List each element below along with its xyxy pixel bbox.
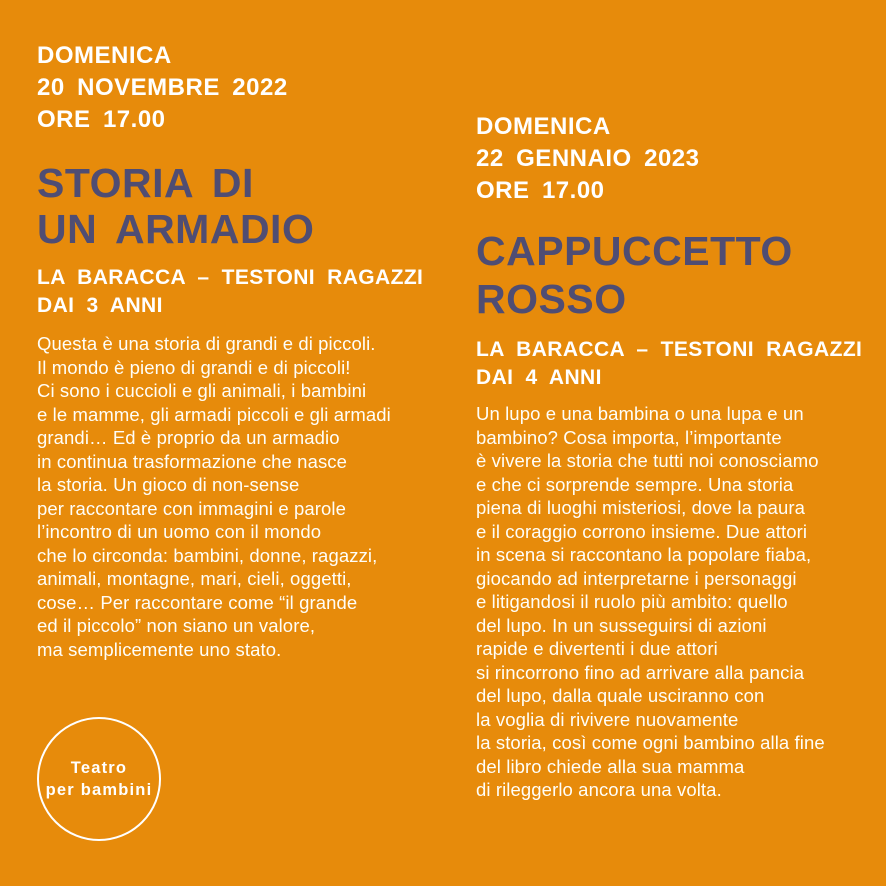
teatro-per-bambini-badge <box>37 717 161 841</box>
description-line: del lupo, dalla quale usciranno con <box>476 685 765 706</box>
left-event-subtitle <box>37 264 437 320</box>
right-event-time: ORE 17.00 <box>476 177 605 204</box>
description-line: Questa è una storia di grandi e di piccoli. <box>37 333 376 354</box>
left-event-title-line1: STORIA DI <box>37 160 254 206</box>
right-event-company: LA BARACCA – TESTONI RAGAZZI <box>476 338 863 361</box>
left-event-title <box>37 160 314 252</box>
description-line: e litigandosi il ruolo più ambito: quello <box>476 591 788 612</box>
description-line: ma semplicemente uno stato. <box>37 638 282 660</box>
right-event-title-line2: ROSSO <box>476 276 627 322</box>
left-event-date-line: 20 NOVEMBRE 2022 <box>37 74 288 101</box>
description-line: e il coraggio corrono insieme. Due attori <box>476 520 808 542</box>
description-line: Ci sono i cuccioli e gli animali, i bambini <box>37 380 367 401</box>
description-line: piena di luoghi misteriosi, dove la paura <box>476 497 806 518</box>
left-event-age: DAI 3 ANNI <box>37 294 163 317</box>
description-line: di rileggerlo ancora una volta. <box>476 779 722 800</box>
description-line: Un lupo e una bambina o una lupa e un <box>476 403 804 424</box>
description-line: in scena si raccontano la popolare fiaba, <box>476 544 812 565</box>
description-line: del libro chiede alla sua mamma <box>476 755 745 777</box>
description-line: ed il piccolo” non siano un valore, <box>37 615 316 636</box>
left-event-day: DOMENICA <box>37 42 172 69</box>
description-line: la voglia di rivivere nuovamente <box>476 708 739 730</box>
left-event-description <box>37 332 442 661</box>
badge-text <box>46 757 153 801</box>
right-event-date <box>476 111 700 207</box>
description-line: l’incontro di un uomo con il mondo <box>37 521 322 542</box>
description-line: animali, montagne, mari, cieli, oggetti, <box>37 568 352 589</box>
description-line: grandi… Ed è proprio da un armadio <box>37 427 340 448</box>
right-event-age: DAI 4 ANNI <box>476 366 602 389</box>
description-line: la storia, così come ogni bambino alla fine <box>476 732 825 753</box>
description-line: in continua trasformazione che nasce <box>37 450 348 472</box>
left-event-time: ORE 17.00 <box>37 106 166 133</box>
right-event-description <box>476 402 876 802</box>
right-event-subtitle <box>476 336 876 392</box>
description-line: e che ci sorprende sempre. Una storia <box>476 473 794 495</box>
right-event-date-line: 22 GENNAIO 2023 <box>476 145 700 172</box>
left-event-title-line2: UN ARMADIO <box>37 206 315 252</box>
description-line: per raccontare con immagini e parole <box>37 497 347 519</box>
description-line: rapide e divertenti i due attori <box>476 638 718 659</box>
right-event-title <box>476 227 793 323</box>
description-line: giocando ad interpretarne i personaggi <box>476 567 797 589</box>
description-line: che lo circonda: bambini, donne, ragazzi, <box>37 544 378 566</box>
left-event-date <box>37 40 288 136</box>
description-line: Il mondo è pieno di grandi e di piccoli! <box>37 356 351 378</box>
description-line: è vivere la storia che tutti noi conosciamo <box>476 450 819 471</box>
badge-line2: per bambini <box>45 781 153 799</box>
description-line: cose… Per raccontare come “il grande <box>37 591 358 613</box>
right-event-day: DOMENICA <box>476 113 611 140</box>
right-event-title-line1: CAPPUCCETTO <box>476 228 793 274</box>
description-line: bambino? Cosa importa, l’importante <box>476 426 782 448</box>
badge-line1: Teatro <box>70 759 128 777</box>
description-line: del lupo. In un susseguirsi di azioni <box>476 614 767 636</box>
left-event-company: LA BARACCA – TESTONI RAGAZZI <box>37 266 424 289</box>
description-line: si rincorrono fino ad arrivare alla pancia <box>476 661 805 683</box>
description-line: la storia. Un gioco di non-sense <box>37 474 300 495</box>
description-line: e le mamme, gli armadi piccoli e gli armadi <box>37 403 391 425</box>
